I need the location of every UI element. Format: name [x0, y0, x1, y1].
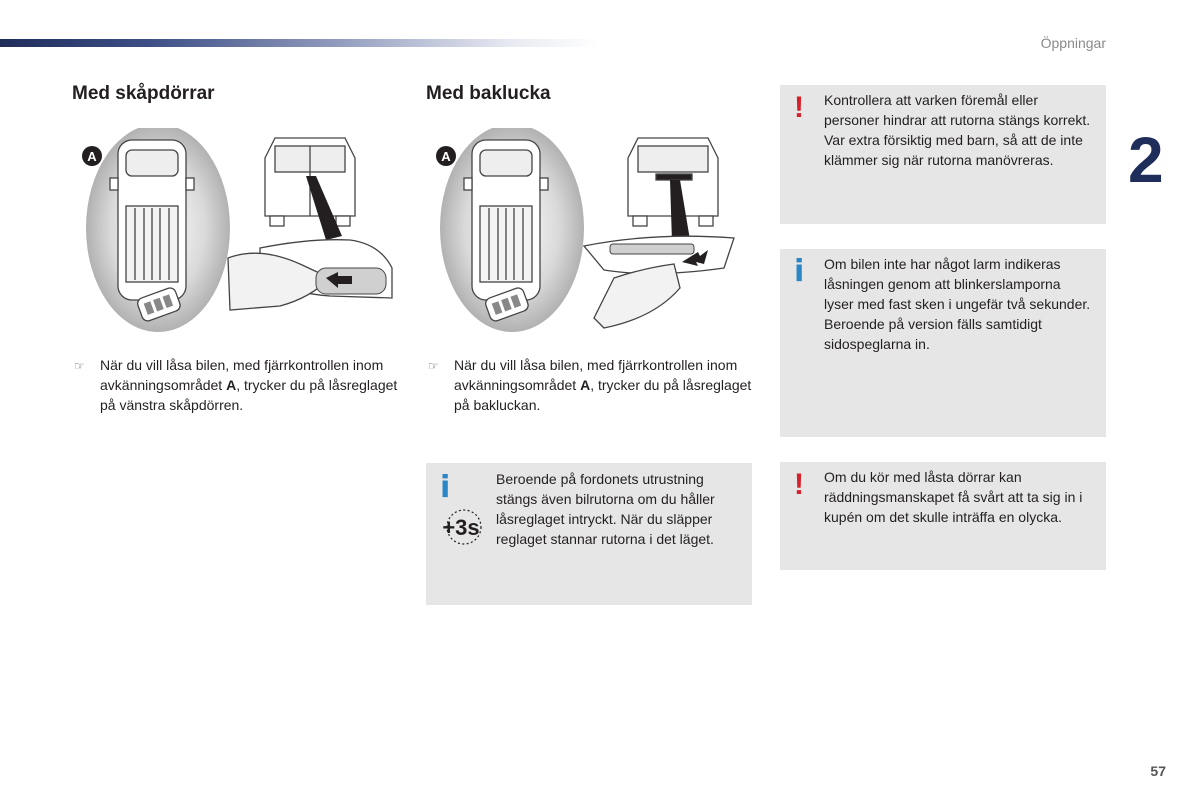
instruction-bold: A — [580, 377, 591, 393]
instruction-text-end: , trycker du på låsreglaget på bakluckan. — [454, 377, 752, 413]
van-tailgate-illustration — [434, 128, 754, 338]
van-top-view-icon — [110, 140, 194, 300]
instruction-bold: A — [226, 377, 237, 393]
warning-box-locked-doors — [780, 462, 1106, 570]
bullet-hand-icon: ☞ — [74, 359, 85, 373]
section-title: Öppningar — [1040, 35, 1106, 51]
instruction-text: När du vill låsa bilen, med fjärrkontrollen inom avkänningsområdet — [100, 357, 384, 393]
middle-instruction — [428, 355, 754, 415]
warning-text: Om du kör med låsta dörrar kan räddningsmanskapet få svårt att ta sig in i kupén om det skulle inträffa en olycka. — [824, 469, 1083, 525]
plus-3s-timer-icon — [432, 507, 490, 547]
callout-a-label: A — [441, 149, 451, 164]
info-icon: i — [440, 470, 451, 505]
callout-a-label: A — [87, 149, 97, 164]
van-top-view-icon — [464, 140, 548, 300]
bullet-hand-icon: ☞ — [428, 359, 439, 373]
tailgate-handle-hand-icon — [584, 236, 734, 328]
info-box-alarm — [780, 249, 1106, 437]
warning-icon: ! — [794, 468, 804, 501]
warning-text: Kontrollera att varken föremål eller personer hindrar att rutorna stängs korrekt. Var extra försiktig med barn, så att de inte klämmer sig när rutorna manövreras. — [824, 92, 1091, 168]
warning-box-obstruction — [780, 85, 1106, 224]
left-instruction — [74, 355, 400, 415]
warning-icon: ! — [794, 91, 804, 124]
instruction-text: När du vill låsa bilen, med fjärrkontrollen inom avkänningsområdet — [454, 357, 738, 393]
info-icon: i — [794, 254, 805, 289]
timer-label: +3s — [442, 515, 480, 540]
door-handle-hand-icon — [228, 240, 392, 310]
info-text: Om bilen inte har något larm indikeras låsningen genom att blinkerslamporna lyser med fast sken i ungefär två sekunder. Beroende på version fälls samtidigt sidospeglarna in. — [824, 256, 1091, 352]
chapter-number: 2 — [1128, 124, 1164, 196]
header-gradient-bar — [0, 39, 600, 47]
info-box-window-closing — [426, 463, 752, 605]
van-side-doors-illustration — [80, 128, 400, 338]
left-heading: Med skåpdörrar — [72, 83, 215, 104]
middle-heading: Med baklucka — [426, 83, 551, 104]
page-number: 57 — [1150, 763, 1166, 779]
info-box-text: Beroende på fordonets utrustning stängs även bilrutorna om du håller låsreglaget intryckt. När du släpper reglaget stannar rutorna i det läget. — [496, 471, 715, 547]
instruction-text-end: , trycker du på låsreglaget på vänstra skåpdörren. — [100, 377, 398, 413]
